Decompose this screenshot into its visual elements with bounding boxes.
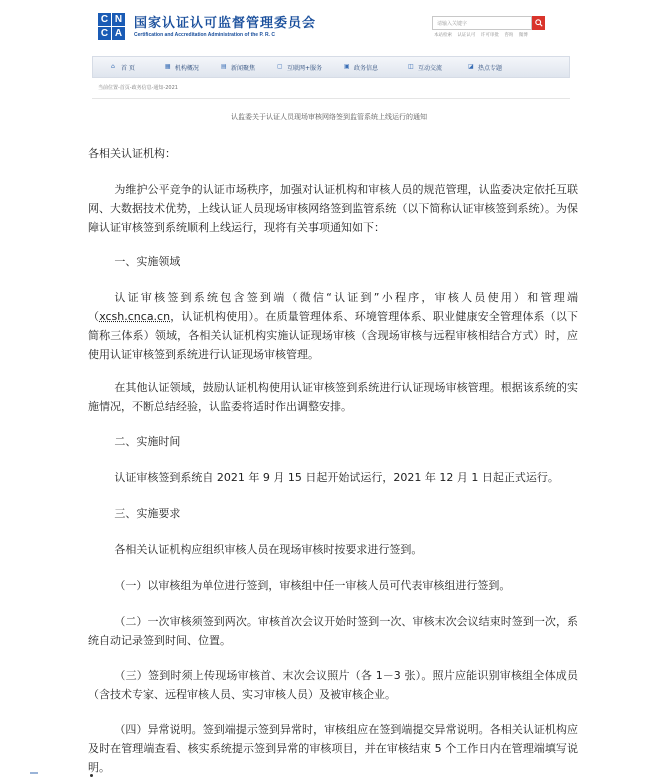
intro-paragraph: 为维护公平竞争的认证市场秩序，加强对认证机构和审核人员的规范管理，认监委决定依托互联网、大数据技术优势，上线认证人员现场审核网络签到监管系统（以下简称认证审核签到系统）。为保障认证审核签到系统顺利上线运行，现将有关事项通知如下：	[88, 183, 578, 234]
site-header	[98, 8, 560, 48]
quick-link[interactable]: 许可审批	[480, 33, 499, 38]
nav-item-label: 热点专题	[478, 64, 503, 72]
org-name-cn: 国家认证认可监督管理委员会	[134, 16, 317, 31]
nav-item-topics[interactable]	[450, 63, 510, 72]
nav-item-about[interactable]	[151, 63, 207, 72]
flame-icon: ◪	[468, 63, 474, 70]
bullet-dot	[90, 774, 93, 777]
search-input[interactable]: 请输入关键字	[432, 16, 532, 30]
divider	[92, 98, 570, 99]
section3-paragraph: 各相关认证机构应组织审核人员在现场审核时按要求进行签到。	[114, 543, 423, 556]
logo-letter: C	[98, 13, 111, 26]
quick-link[interactable]: 咨询	[504, 33, 514, 38]
nav-item-label: 首 页	[121, 64, 135, 72]
logo-letter: N	[112, 13, 125, 26]
section2-paragraph: 认证审核签到系统自 2021 年 9 月 15 日起开始试运行，2021 年 12 月 1 日起正式运行。	[114, 471, 559, 484]
info-icon: ▣	[343, 63, 350, 70]
home-icon: ⌂	[111, 63, 115, 70]
building-icon: ▦	[164, 63, 171, 70]
section-heading: 一、实施领域	[114, 255, 181, 268]
requirement-item: （二）一次审核须签到两次。审核首次会议开始时签到一次、审核末次会议结束时签到一次，系统自动记录签到时间、位置。	[88, 615, 578, 647]
nav-item-gov-info[interactable]	[330, 63, 386, 72]
page-title: 认监委关于认证人员现场审核网络签到监管系统上线运行的通知	[231, 113, 427, 121]
decorative-mark	[30, 772, 38, 774]
section1-paragraph-2: 在其他认证领域，鼓励认证机构使用认证审核签到系统进行认证现场审核管理。根据该系统的实施情况，不断总结经验，认监委将适时作出调整安排。	[88, 381, 578, 413]
nav-item-label: 政务信息	[353, 64, 378, 72]
org-name-en: Certification and Accreditation Administration of the P. R. C	[134, 32, 275, 38]
nav-item-home[interactable]	[93, 63, 151, 72]
breadcrumb: 当前位置-首页-政务信息-通知-2021	[98, 85, 178, 91]
nav-item-label: 互联网+服务	[286, 64, 322, 72]
nav-item-label: 机构概况	[174, 64, 199, 72]
chat-icon: ◫	[408, 63, 414, 70]
quick-links	[434, 32, 532, 38]
logo-letter: A	[112, 27, 125, 40]
system-link[interactable]: xcsh.cnca.cn	[99, 310, 171, 323]
cnca-logo[interactable]	[98, 13, 125, 40]
text-segment: ，认证机构使用）。在质量管理体系、环境管理体系、职业健康安全管理体系（以下简称三体系）领域，各相关认证机构实施认证现场审核（含现场审核与远程审核相结合方式）时，应使用认证审核签到系统进行认证现场审核管理。	[88, 310, 579, 361]
nav-item-interaction[interactable]	[386, 63, 450, 72]
quick-link[interactable]: 本站检索	[434, 33, 452, 38]
nav-item-news[interactable]	[207, 63, 263, 72]
quick-link[interactable]: 认证认可	[457, 33, 476, 38]
text-segment: 认证审核签到系统包含签到端（微信“认证到”小程序，审核人员使用）和管理端（	[88, 291, 578, 323]
salutation: 各相关认证机构：	[88, 147, 176, 160]
logo-letter: C	[98, 27, 111, 40]
main-nav	[92, 56, 570, 78]
network-icon: ▢	[276, 63, 283, 70]
nav-item-label: 新闻聚焦	[230, 64, 255, 72]
requirement-item: （四）异常说明。签到端提示签到异常时，审核组应在签到端提交异常说明。各相关认证机构应及时在管理端查看、核实系统提示签到异常的审核项目，并在审核结束 5 个工作日内在管理端填写说明。	[88, 723, 578, 774]
quick-link[interactable]: 微博	[518, 33, 528, 38]
news-icon: ▤	[220, 63, 227, 70]
section1-paragraph-1	[88, 288, 578, 364]
nav-item-label: 互动交流	[418, 64, 443, 72]
nav-item-services[interactable]	[263, 63, 330, 72]
search-icon	[535, 19, 543, 27]
section-heading: 二、实施时间	[114, 435, 181, 448]
search-button[interactable]	[532, 16, 545, 30]
section-heading: 三、实施要求	[114, 507, 181, 520]
requirement-item: （一）以审核组为单位进行签到，审核组中任一审核人员可代表审核组进行签到。	[114, 579, 511, 592]
requirement-item: （三）签到时须上传现场审核首、末次会议照片（各 1－3 张）。照片应能识别审核组全体成员（含技术专家、远程审核人员、实习审核人员）及被审核企业。	[88, 669, 578, 701]
